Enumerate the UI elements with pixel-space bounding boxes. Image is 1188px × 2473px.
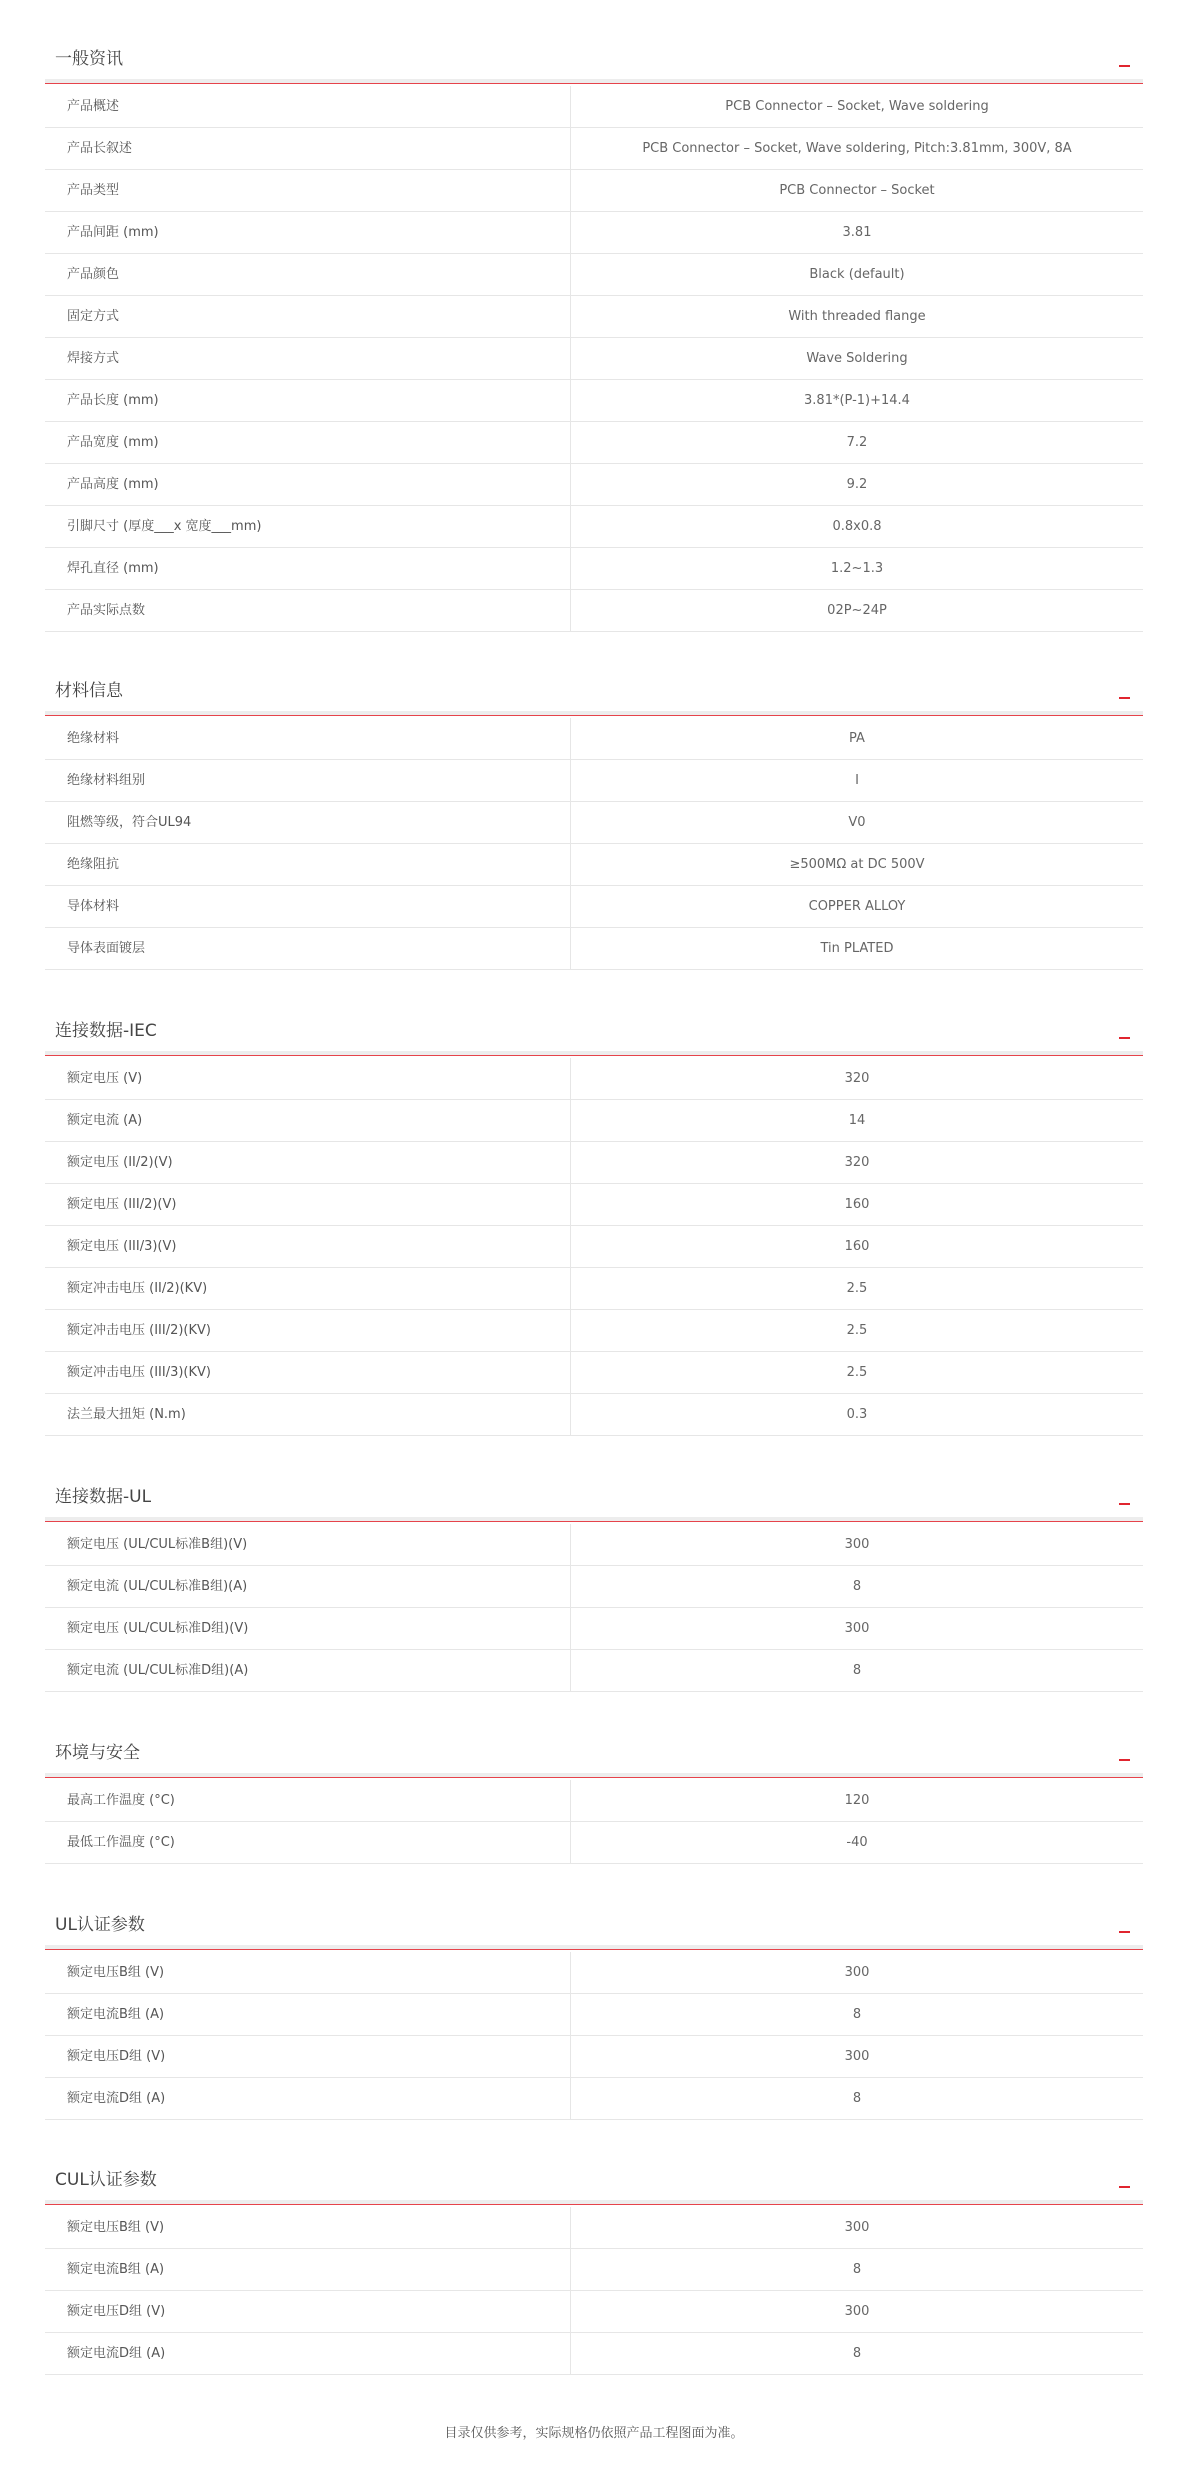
table-row <box>45 2207 1143 2249</box>
spec-label: 额定电压B组 (V) <box>45 2207 571 2248</box>
spec-section <box>45 1734 1143 1864</box>
spec-label: 绝缘阻抗 <box>45 844 571 885</box>
spec-value: With threaded flange <box>788 309 926 324</box>
spec-value: 9.2 <box>846 477 868 492</box>
table-row <box>45 296 1143 338</box>
table-row <box>45 2078 1143 2120</box>
section-header[interactable] <box>45 1906 1143 1945</box>
spec-value: 8 <box>852 2262 862 2277</box>
spec-value: ≥500MΩ at DC 500V <box>789 857 925 872</box>
section-title: 一般资讯 <box>55 49 123 69</box>
spec-table <box>45 1058 1143 1436</box>
spec-label: 额定冲击电压 (III/3)(KV) <box>45 1352 571 1393</box>
collapse-icon[interactable] <box>1119 1759 1130 1761</box>
table-row <box>45 718 1143 760</box>
table-row <box>45 844 1143 886</box>
section-header[interactable] <box>45 1478 1143 1517</box>
spec-section <box>45 672 1143 970</box>
table-row <box>45 86 1143 128</box>
collapse-icon[interactable] <box>1119 697 1130 699</box>
spec-value: 8 <box>852 2007 862 2022</box>
spec-value: 1.2~1.3 <box>830 561 884 576</box>
section-header[interactable] <box>45 1012 1143 1051</box>
section-title: 连接数据-IEC <box>55 1021 157 1041</box>
spec-label: 产品间距 (mm) <box>45 212 571 253</box>
spec-label: 法兰最大扭矩 (N.m) <box>45 1394 571 1435</box>
section-title: 连接数据-UL <box>55 1487 152 1507</box>
spec-value: I <box>855 773 859 788</box>
spec-value: 3.81*(P-1)+14.4 <box>804 393 910 408</box>
table-row <box>45 2036 1143 2078</box>
spec-value: Wave Soldering <box>806 351 908 366</box>
table-row <box>45 2249 1143 2291</box>
spec-value: Tin PLATED <box>820 941 894 956</box>
spec-label: 阻燃等级，符合UL94 <box>45 802 571 843</box>
accent-divider <box>45 1521 1143 1522</box>
footer-note: 目录仅供参考，实际规格仍依照产品工程图面为准。 <box>444 2426 744 2441</box>
table-row <box>45 506 1143 548</box>
spec-section <box>45 2161 1143 2375</box>
spec-label: 额定电压 (UL/CUL标准B组)(V) <box>45 1524 571 1565</box>
section-title: UL认证参数 <box>55 1915 145 1935</box>
spec-value: 3.81 <box>842 225 872 240</box>
spec-label: 额定电流 (A) <box>45 1100 571 1141</box>
table-row <box>45 1566 1143 1608</box>
table-row <box>45 1352 1143 1394</box>
spec-label: 额定电压 (V) <box>45 1058 571 1099</box>
table-row <box>45 422 1143 464</box>
table-row <box>45 1994 1143 2036</box>
table-row <box>45 1524 1143 1566</box>
spec-label: 引脚尺寸 (厚度___x 宽度___mm) <box>45 506 571 547</box>
table-row <box>45 254 1143 296</box>
spec-label: 额定电压 (III/2)(V) <box>45 1184 571 1225</box>
spec-value: 2.5 <box>846 1365 868 1380</box>
spec-label: 产品高度 (mm) <box>45 464 571 505</box>
spec-value: 14 <box>848 1113 866 1128</box>
table-row <box>45 1608 1143 1650</box>
spec-label: 额定电压D组 (V) <box>45 2291 571 2332</box>
spec-value: 120 <box>844 1793 870 1808</box>
table-row <box>45 464 1143 506</box>
spec-value: 300 <box>844 1537 870 1552</box>
spec-value: 160 <box>844 1197 870 1212</box>
spec-label: 焊孔直径 (mm) <box>45 548 571 589</box>
collapse-icon[interactable] <box>1119 1931 1130 1933</box>
spec-value: 300 <box>844 1621 870 1636</box>
spec-label: 产品长叙述 <box>45 128 571 169</box>
section-title: 环境与安全 <box>55 1743 140 1763</box>
spec-value: 300 <box>844 1965 870 1980</box>
spec-label: 固定方式 <box>45 296 571 337</box>
spec-label: 产品实际点数 <box>45 590 571 631</box>
spec-value: 0.3 <box>846 1407 868 1422</box>
accent-divider <box>45 1949 1143 1950</box>
table-row <box>45 1100 1143 1142</box>
table-row <box>45 1394 1143 1436</box>
accent-divider <box>45 2204 1143 2205</box>
spec-label: 最低工作温度 (°C) <box>45 1822 571 1863</box>
spec-label: 额定电压B组 (V) <box>45 1952 571 1993</box>
section-header[interactable] <box>45 672 1143 711</box>
accent-divider <box>45 1777 1143 1778</box>
table-row <box>45 1822 1143 1864</box>
spec-table <box>45 718 1143 970</box>
spec-section <box>45 1906 1143 2120</box>
spec-value: 8 <box>852 1663 862 1678</box>
table-row <box>45 380 1143 422</box>
spec-section <box>45 1478 1143 1692</box>
accent-divider <box>45 83 1143 84</box>
spec-table <box>45 1524 1143 1692</box>
spec-label: 绝缘材料组别 <box>45 760 571 801</box>
table-row <box>45 170 1143 212</box>
spec-value: PCB Connector – Socket <box>779 183 935 198</box>
table-row <box>45 1952 1143 1994</box>
table-row <box>45 1184 1143 1226</box>
section-title: CUL认证参数 <box>55 2170 157 2190</box>
spec-label: 额定电压D组 (V) <box>45 2036 571 2077</box>
spec-label: 额定冲击电压 (II/2)(KV) <box>45 1268 571 1309</box>
table-row <box>45 1142 1143 1184</box>
spec-label: 绝缘材料 <box>45 718 571 759</box>
table-row <box>45 548 1143 590</box>
spec-label: 产品颜色 <box>45 254 571 295</box>
spec-value: PCB Connector – Socket, Wave soldering, Pitch:3.81mm, 300V, 8A <box>642 141 1072 156</box>
spec-label: 产品宽度 (mm) <box>45 422 571 463</box>
spec-label: 额定电压 (UL/CUL标准D组)(V) <box>45 1608 571 1649</box>
table-row <box>45 760 1143 802</box>
table-row <box>45 1058 1143 1100</box>
spec-table <box>45 1780 1143 1864</box>
spec-value: COPPER ALLOY <box>808 899 906 914</box>
spec-label: 焊接方式 <box>45 338 571 379</box>
spec-label: 额定冲击电压 (III/2)(KV) <box>45 1310 571 1351</box>
table-row <box>45 1650 1143 1692</box>
spec-value: -40 <box>846 1835 868 1850</box>
spec-value: 8 <box>852 1579 862 1594</box>
spec-label: 额定电流B组 (A) <box>45 2249 571 2290</box>
spec-value: PCB Connector – Socket, Wave soldering <box>725 99 989 114</box>
spec-value: PA <box>849 731 865 746</box>
spec-value: 7.2 <box>846 435 868 450</box>
spec-value: 2.5 <box>846 1281 868 1296</box>
accent-divider <box>45 1055 1143 1056</box>
spec-value: 8 <box>852 2091 862 2106</box>
spec-table <box>45 2207 1143 2375</box>
table-row <box>45 1780 1143 1822</box>
spec-label: 额定电压 (II/2)(V) <box>45 1142 571 1183</box>
spec-label: 额定电流 (UL/CUL标准B组)(A) <box>45 1566 571 1607</box>
table-row <box>45 338 1143 380</box>
table-row <box>45 590 1143 632</box>
table-row <box>45 802 1143 844</box>
section-header[interactable] <box>45 2161 1143 2200</box>
spec-section <box>45 1012 1143 1436</box>
spec-value: 02P~24P <box>827 603 887 618</box>
spec-label: 额定电压 (III/3)(V) <box>45 1226 571 1267</box>
spec-value: V0 <box>848 815 866 830</box>
spec-value: 300 <box>844 2220 870 2235</box>
spec-label: 额定电流B组 (A) <box>45 1994 571 2035</box>
table-row <box>45 1226 1143 1268</box>
collapse-icon[interactable] <box>1119 2186 1130 2188</box>
spec-value: 2.5 <box>846 1323 868 1338</box>
spec-table <box>45 1952 1143 2120</box>
table-row <box>45 128 1143 170</box>
spec-table <box>45 86 1143 632</box>
collapse-icon[interactable] <box>1119 65 1130 67</box>
table-row <box>45 886 1143 928</box>
spec-value: Black (default) <box>809 267 905 282</box>
table-row <box>45 212 1143 254</box>
spec-value: 8 <box>852 2346 862 2361</box>
spec-value: 320 <box>844 1155 870 1170</box>
spec-label: 导体表面镀层 <box>45 928 571 969</box>
table-row <box>45 1268 1143 1310</box>
table-row <box>45 2333 1143 2375</box>
spec-value: 0.8x0.8 <box>832 519 882 534</box>
section-title: 材料信息 <box>55 681 123 701</box>
section-header[interactable] <box>45 40 1143 79</box>
section-header[interactable] <box>45 1734 1143 1773</box>
spec-section <box>45 40 1143 632</box>
table-row <box>45 2291 1143 2333</box>
spec-label: 产品长度 (mm) <box>45 380 571 421</box>
spec-value: 320 <box>844 1071 870 1086</box>
collapse-icon[interactable] <box>1119 1037 1130 1039</box>
spec-label: 最高工作温度 (°C) <box>45 1780 571 1821</box>
spec-value: 160 <box>844 1239 870 1254</box>
table-row <box>45 928 1143 970</box>
collapse-icon[interactable] <box>1119 1503 1130 1505</box>
table-row <box>45 1310 1143 1352</box>
spec-label: 额定电流D组 (A) <box>45 2333 571 2374</box>
spec-label: 产品类型 <box>45 170 571 211</box>
accent-divider <box>45 715 1143 716</box>
spec-label: 产品概述 <box>45 86 571 127</box>
spec-value: 300 <box>844 2049 870 2064</box>
spec-label: 额定电流D组 (A) <box>45 2078 571 2119</box>
spec-label: 导体材料 <box>45 886 571 927</box>
spec-value: 300 <box>844 2304 870 2319</box>
spec-label: 额定电流 (UL/CUL标准D组)(A) <box>45 1650 571 1691</box>
